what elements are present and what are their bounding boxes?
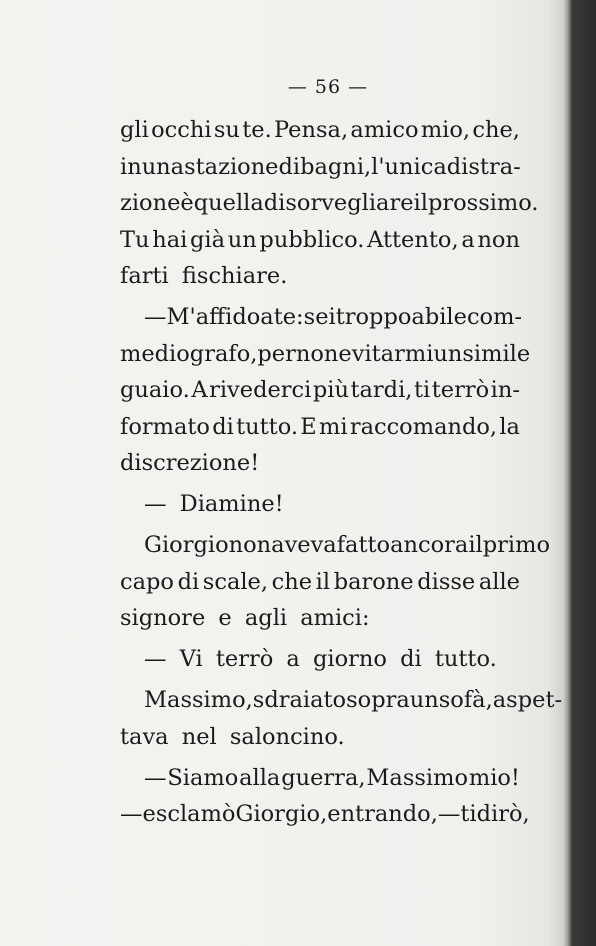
text-line: guaio. A rivederci più tardi, ti terrò in-: [120, 377, 520, 403]
text-line: — Diamine!: [144, 491, 284, 517]
text-line: capo di scale, che il barone disse alle: [120, 568, 520, 595]
text-line: mediografo, per non evitarmi un simile: [120, 340, 531, 367]
text-line: formato di tutto. E mi raccomando, la: [120, 413, 520, 440]
text-line: — Vi terrò a giorno di tutto.: [144, 646, 497, 672]
text-line: Tu hai già un pubblico. Attento, a non: [120, 226, 520, 253]
text-line: Massimo, sdraiato sopra un sofà, aspet-: [144, 687, 563, 713]
text-line: tava nel saloncino.: [120, 723, 345, 750]
text-line: — M'affido a te: sei troppo abile com-: [144, 304, 523, 330]
text-line: signore e agli amici:: [120, 605, 370, 631]
text-line: farti fischiare.: [120, 263, 288, 289]
text-line: Giorgio non aveva fatto ancora il primo: [144, 532, 550, 558]
text-line: — esclamò Giorgio, entrando, — ti dirò,: [120, 801, 530, 827]
page-number: — 56 —: [287, 76, 369, 98]
text-line: zione è quella di sorvegliare il prossimo.: [120, 190, 539, 216]
text-line: gli occhi su te. Pensa, amico mio, che,: [120, 117, 520, 143]
text-line: discrezione!: [120, 450, 260, 476]
body-text: [120, 112, 563, 833]
text-line: — Siamo alla guerra, Massimo mio!: [144, 764, 520, 791]
text-line: in una stazione di bagni, l'unica distra-: [120, 153, 521, 180]
